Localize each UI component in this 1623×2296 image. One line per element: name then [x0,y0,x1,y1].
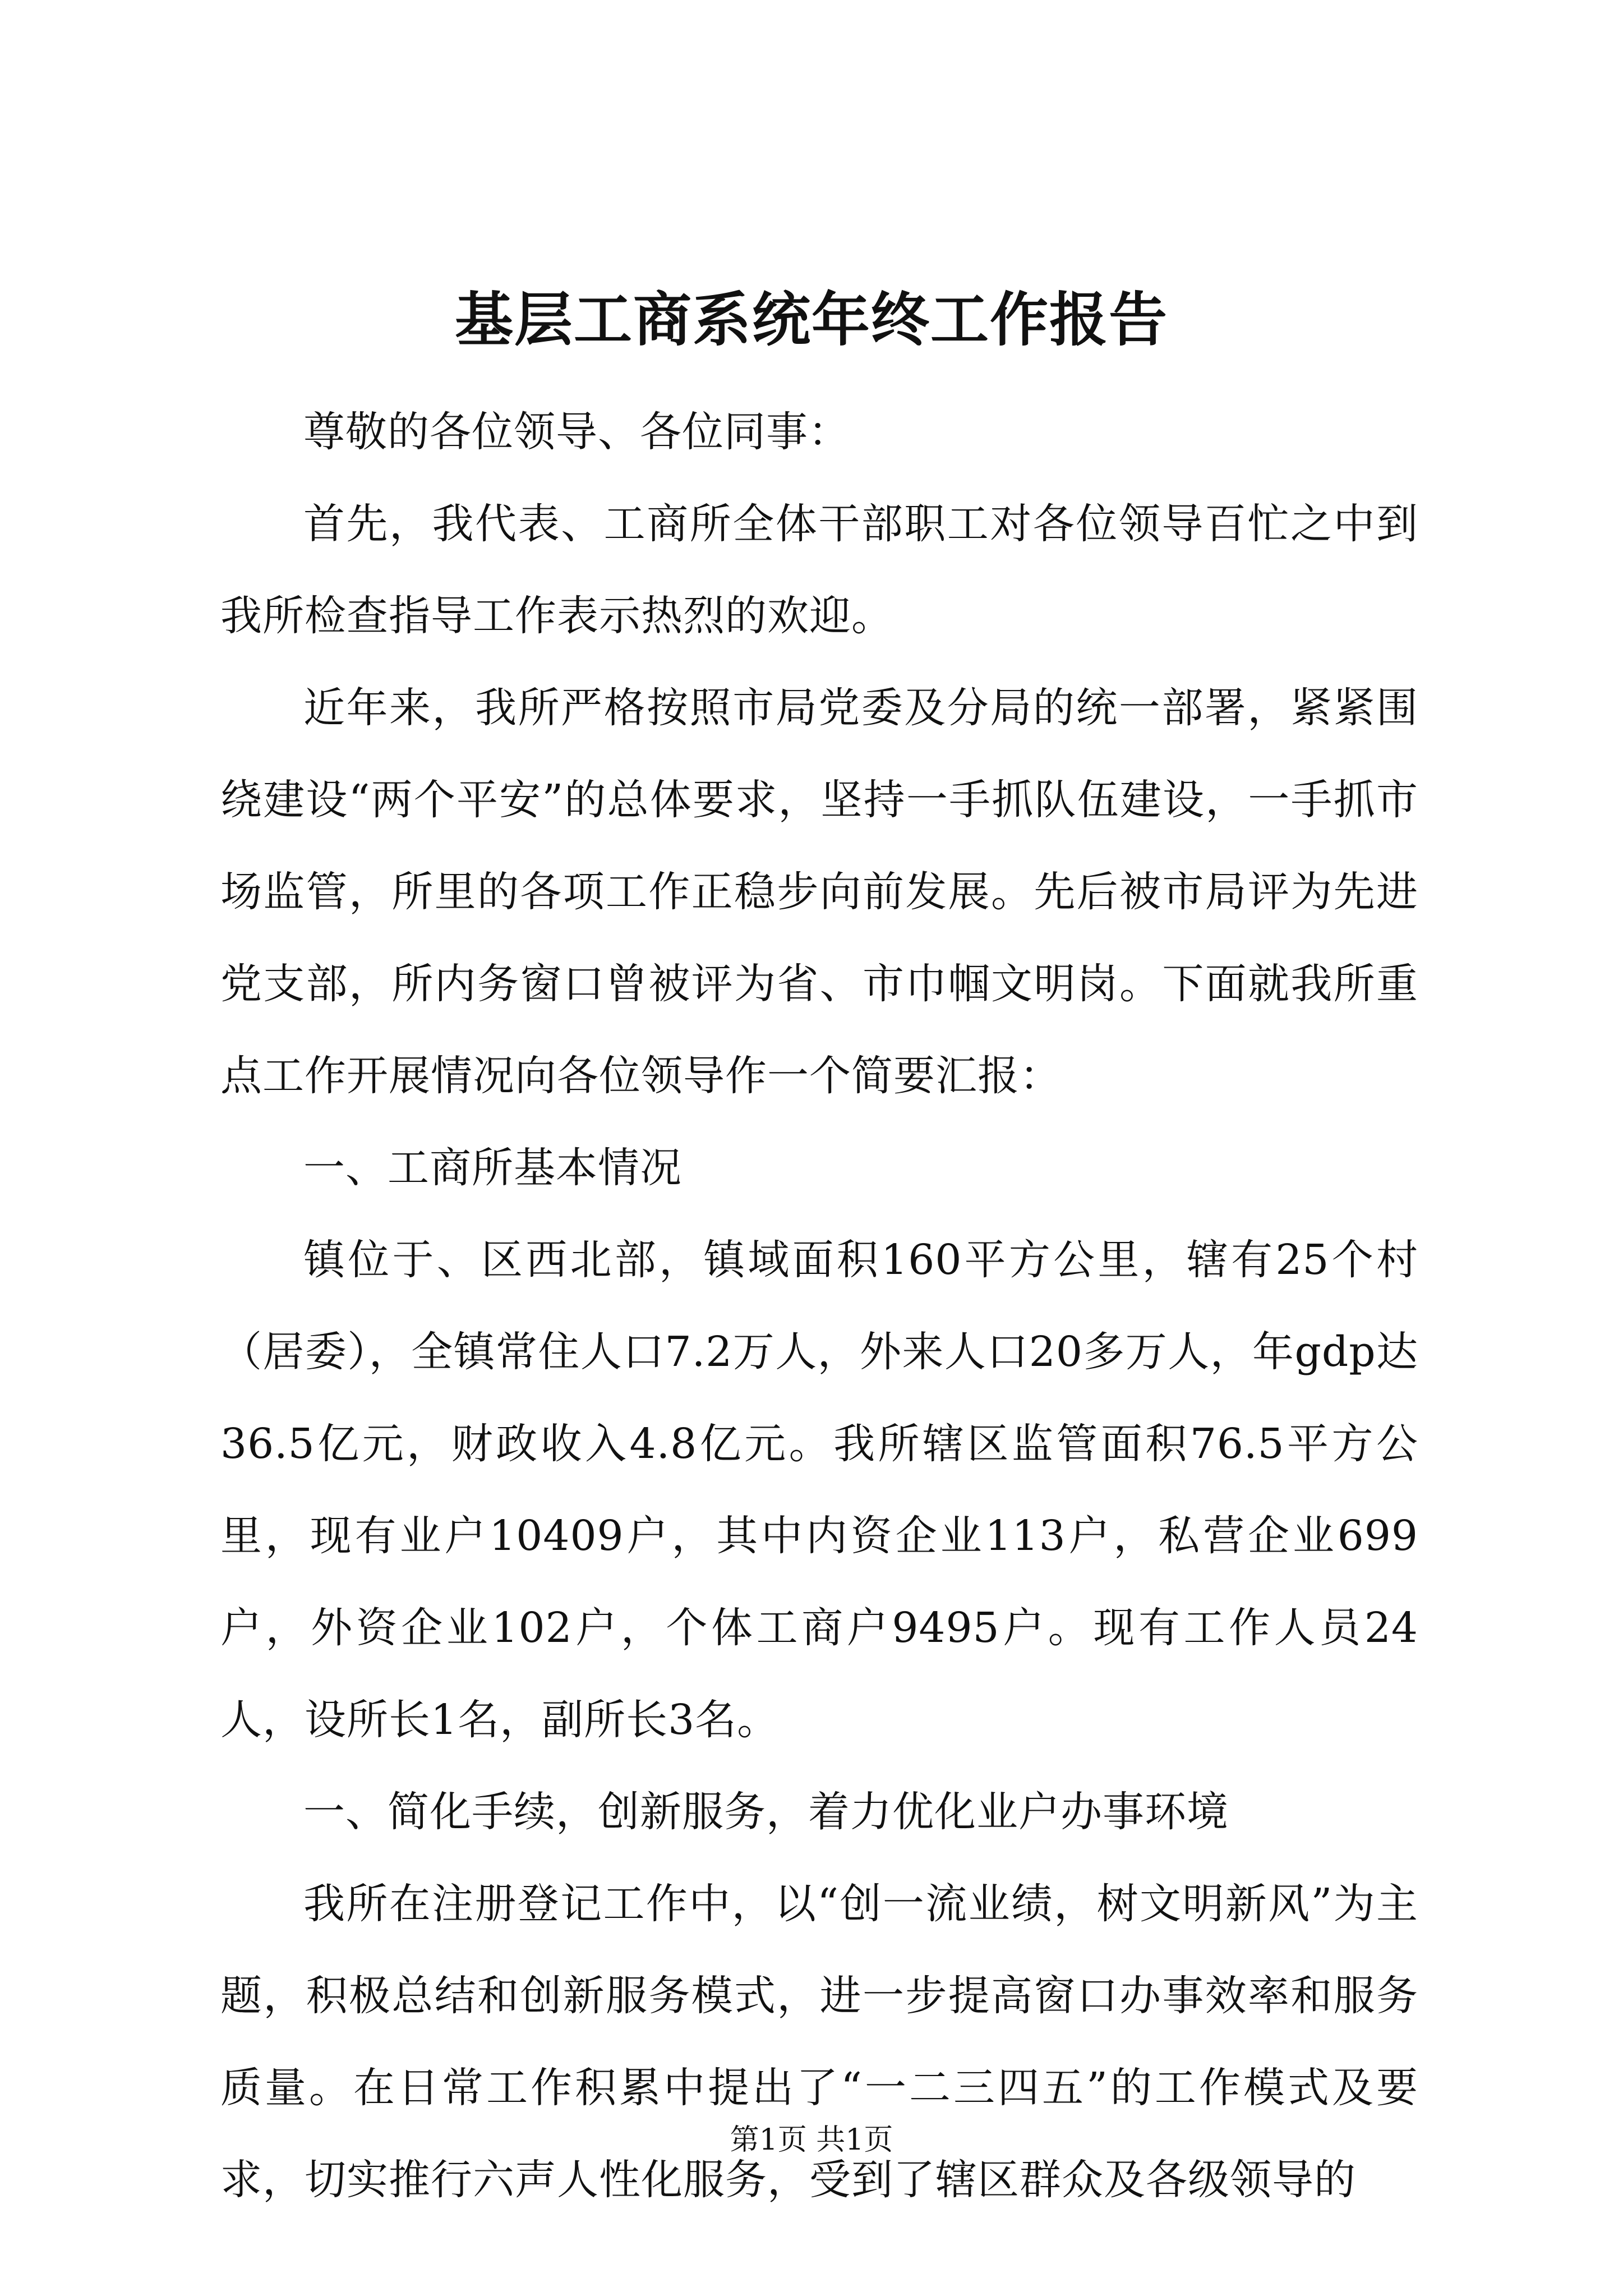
document-title: 基层工商系统年终工作报告 [454,285,1168,354]
section-heading-basic-info: 一、工商所基本情况 [303,1144,682,1192]
page-number-footer: 第1页 共1页 [730,2123,893,2157]
welcome-paragraph: 首先，我代表、工商所全体干部职工对各位领导百忙之中到我所检查指导工作表示热烈的欢迎。 [220,500,1418,640]
section-heading-service: 一、简化手续，创新服务，着力优化业户办事环境 [303,1788,1229,1836]
overview-paragraph: 近年来，我所严格按照市局党委及分局的统一部署，紧紧围绕建设“两个平安”的总体要求，坚持一手抓队伍建设，一手抓市场监管，所里的各项工作正稳步向前发展。先后被市局评为先进党支部，所内务窗口曾被评为省、市巾帼文明岗。下面就我所重点工作开展情况向各位领导作一个简要汇报： [220,684,1418,1100]
salutation: 尊敬的各位领导、各位同事： [303,408,850,456]
basic-info-paragraph: 镇位于、区西北部，镇域面积160平方公里，辖有25个村（居委），全镇常住人口7.2万人，外来人口20多万人，年gdp达36.5亿元，财政收入4.8亿元。我所辖区监管面积76.5平方公里，现有业户10409户，其中内资企业113户，私营企业699户，外资企业102户，个体工商户9495户。现有工作人员24人，设所长1名，副所长3名。 [220,1236,1418,1744]
service-paragraph: 我所在注册登记工作中，以“创一流业绩，树文明新风”为主题，积极总结和创新服务模式，进一步提高窗口办事效率和服务质量。在日常工作积累中提出了“一二三四五”的工作模式及要求，切实推行六声人性化服务，受到了辖区群众及各级领导的 [220,1880,1418,2204]
document-body [220,386,1418,2226]
